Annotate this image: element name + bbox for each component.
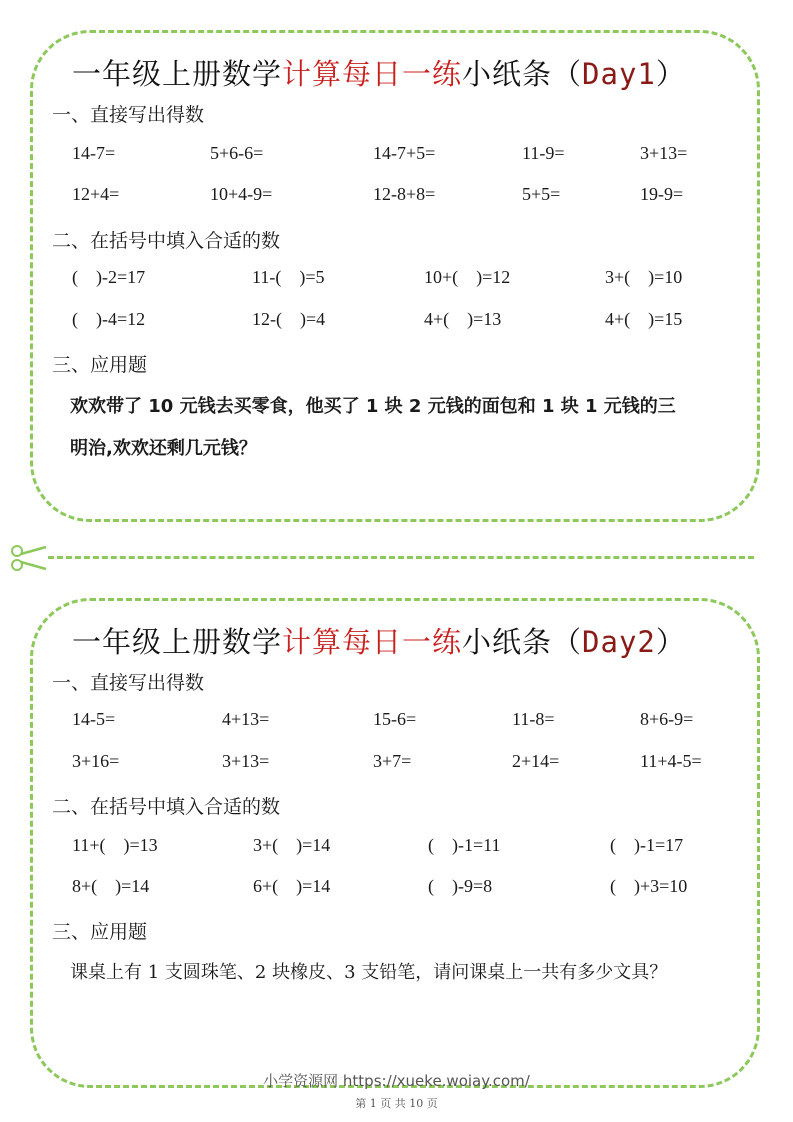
footer-url: 小学资源网 https://xueke.woiay.com/ [263, 1072, 530, 1090]
problem: ( )-9=8 [428, 876, 493, 896]
problem: 8+( )=14 [72, 876, 150, 896]
fill-row [0, 309, 793, 333]
problem: 19-9= [640, 184, 684, 204]
problem: 12-8+8= [373, 184, 436, 204]
problem: 2+14= [512, 751, 560, 771]
problem: 14-7= [72, 143, 116, 163]
problem: 4+( )=15 [605, 309, 683, 329]
problem: 4+( )=13 [424, 309, 502, 329]
problem: ( )-1=11 [428, 835, 501, 855]
problem: 15-6= [373, 709, 417, 729]
problem: 4+13= [222, 709, 270, 729]
page-number: 第 1 页 共 10 页 [355, 1097, 438, 1110]
problem: 3+13= [222, 751, 270, 771]
problem: 3+7= [373, 751, 412, 771]
title-close: ） [655, 625, 686, 659]
title-prefix: 一年级上册数学 [72, 57, 283, 91]
problem: ( )+3=10 [610, 876, 688, 896]
problem: 8+6-9= [640, 709, 694, 729]
calc-row [0, 709, 793, 733]
problem: 10+( )=12 [424, 267, 511, 287]
title-suffix: 小纸条（ [462, 625, 583, 659]
problem: ( )-1=17 [610, 835, 684, 855]
title-suffix: 小纸条（ [462, 57, 583, 91]
word-problem-line: 课桌上有 1 支圆珠笔、2 块橡皮、3 支铅笔，请问课桌上一共有多少文具？ [70, 962, 668, 983]
problem: 12+4= [72, 184, 120, 204]
problem: 3+( )=10 [605, 267, 683, 287]
title-close: ） [655, 57, 686, 91]
fill-row [0, 267, 793, 291]
calc-row [0, 751, 793, 775]
section3-heading: 三、应用题 [52, 354, 148, 376]
calc-row [0, 184, 793, 208]
title-highlight: 计算每日一练 [282, 57, 463, 91]
problem: 5+5= [522, 184, 561, 204]
section1-heading: 一、直接写出得数 [52, 104, 205, 126]
problem: 5+6-6= [210, 143, 264, 163]
problem: 14-7+5= [373, 143, 436, 163]
scissors-icon [8, 544, 48, 572]
calc-row [0, 143, 793, 167]
problem: ( )-4=12 [72, 309, 146, 329]
cut-line [48, 556, 754, 559]
title-prefix: 一年级上册数学 [72, 625, 283, 659]
title-highlight: 计算每日一练 [282, 625, 463, 659]
problem: 11-9= [522, 143, 565, 163]
problem: 6+( )=14 [253, 876, 331, 896]
word-problem-line: 欢欢带了 10 元钱去买零食，他买了 1 块 2 元钱的面包和 1 块 1 元钱的三 [70, 396, 676, 417]
section2-heading: 二、在括号中填入合适的数 [52, 796, 281, 818]
card-title-day1 [72, 52, 686, 93]
problem: 11-8= [512, 709, 555, 729]
problem: 14-5= [72, 709, 116, 729]
word-problem-line: 明治,欢欢还剩几元钱？ [70, 438, 257, 459]
problem: 3+13= [640, 143, 688, 163]
problem: 10+4-9= [210, 184, 273, 204]
problem: ( )-2=17 [72, 267, 146, 287]
fill-row [0, 876, 793, 900]
section3-heading: 三、应用题 [52, 921, 148, 943]
problem: 11+4-5= [640, 751, 702, 771]
problem: 3+( )=14 [253, 835, 331, 855]
fill-row [0, 835, 793, 859]
problem: 3+16= [72, 751, 120, 771]
problem: 11+( )=13 [72, 835, 158, 855]
section2-heading: 二、在括号中填入合适的数 [52, 230, 281, 252]
problem: 11-( )=5 [252, 267, 325, 287]
card-title-day2 [72, 620, 686, 661]
title-day: Day2 [582, 625, 656, 659]
title-day: Day1 [582, 57, 656, 91]
problem: 12-( )=4 [252, 309, 326, 329]
section1-heading: 一、直接写出得数 [52, 672, 205, 694]
